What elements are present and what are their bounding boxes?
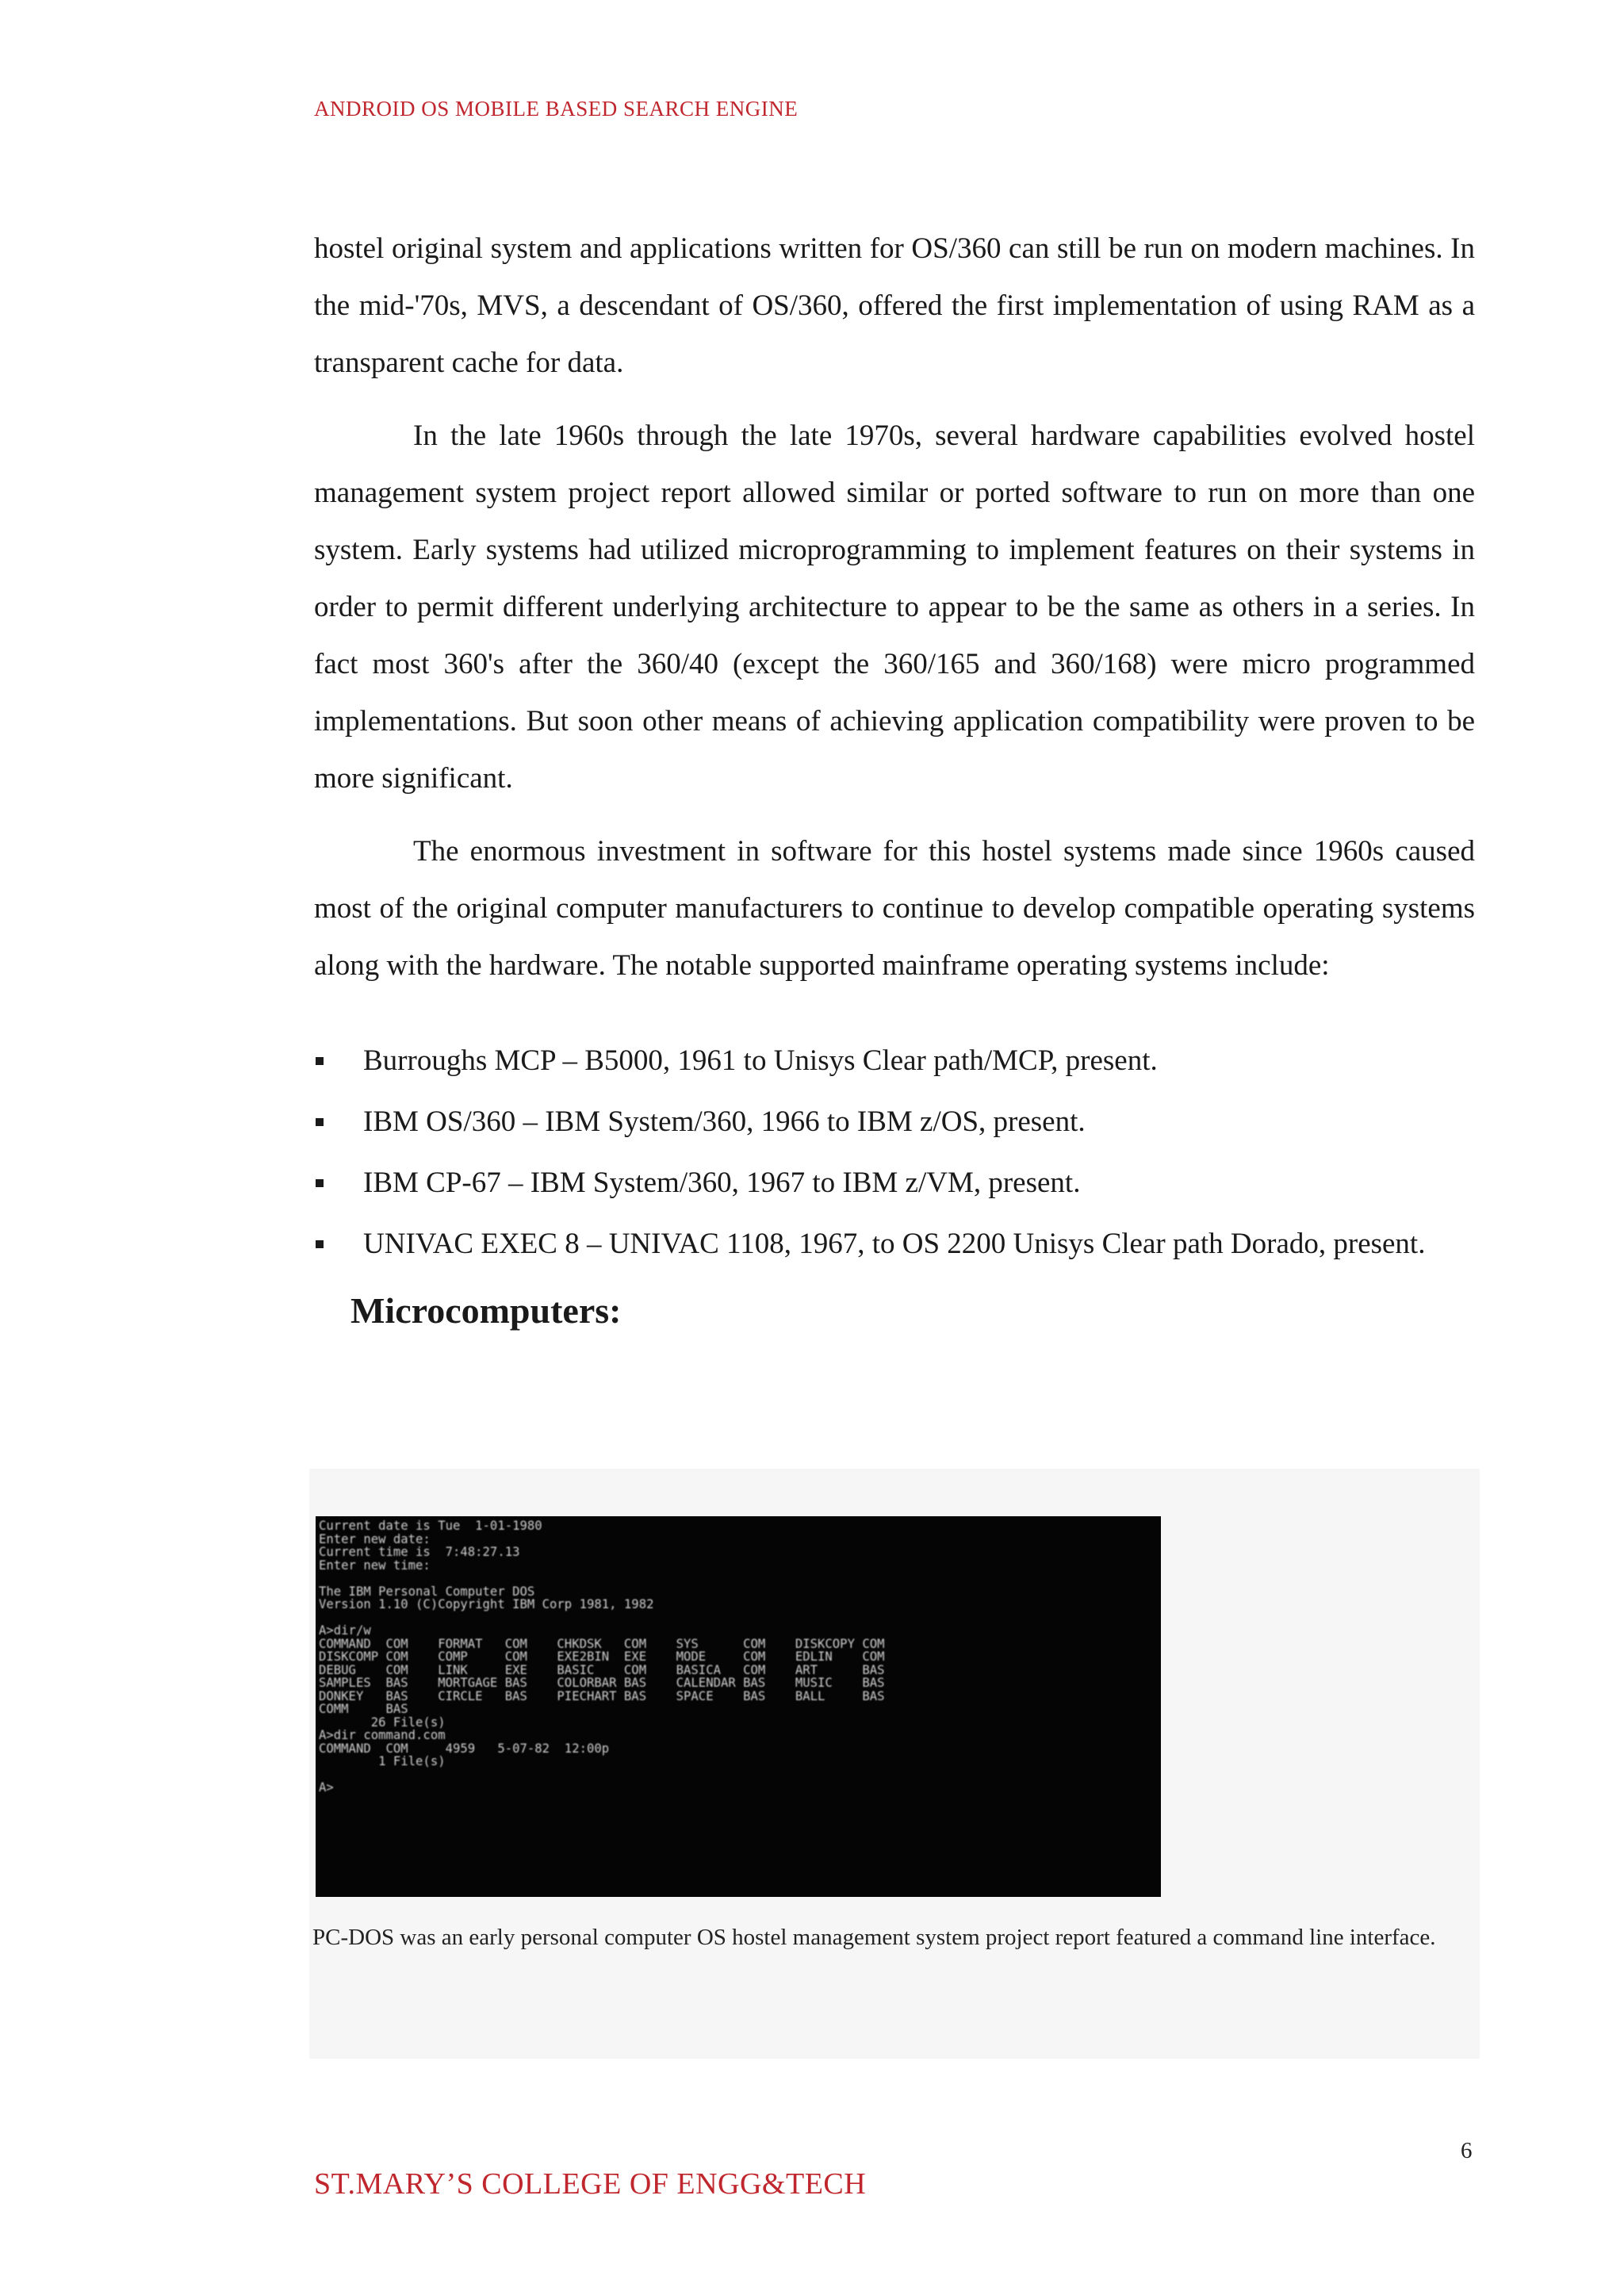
section-heading: Microcomputers: — [350, 1290, 622, 1331]
paragraph-3: The enormous investment in software for this hostel systems made since 1960s caused most of the original computer manufacturers to continue to develop compatible operating systems along with the hardware. The notable supported mainframe operating systems include: — [314, 835, 1475, 982]
list-item-text: IBM CP-67 – IBM System/360, 1967 to IBM z/VM, present. — [363, 1167, 1081, 1199]
running-footer: ST.MARY’S COLLEGE OF ENGG&TECH — [314, 2167, 867, 2201]
list-item — [314, 1155, 1475, 1211]
running-header: ANDROID OS MOBILE BASED SEARCH ENGINE — [314, 97, 799, 121]
square-bullet-icon — [316, 1057, 324, 1065]
square-bullet-icon — [316, 1179, 324, 1187]
square-bullet-icon — [316, 1240, 324, 1248]
figure-caption: PC-DOS was an early personal computer OS hostel management system project report featured a command line interface. — [312, 1925, 1436, 1950]
terminal-output: Current date is Tue 1-01-1980 Enter new date: Current time is 7:48:27.13 Enter new time: The IBM Personal Computer DOS Version 1.10 (C)Copyright IBM Corp 1981, 1982 A>dir/w COMMAND COM FORMAT COM CHKDSK COM SYS COM DISKCOPY COM DISKCOMP COM COMP COM EXE2BIN EXE MODE COM EDLIN COM DEBUG COM LINK EXE BASIC COM BASICA COM ART BAS SAMPLES BAS MORTGAGE BAS COLORBAR BAS CALENDAR BAS MUSIC BAS DONKEY BAS CIRCLE BAS PIECHART BAS SPACE BAS BALL BAS COMM BAS 26 File(s) A>dir command.com COMMAND COM 4959 5-07-82 12:00p 1 File(s) A> — [319, 1519, 885, 1795]
main-content — [314, 220, 1475, 1339]
page-number: 6 — [1461, 2138, 1473, 2163]
list-item — [314, 1094, 1475, 1150]
paragraph-2: In the late 1960s through the late 1970s, several hardware capabilities evolved hostel management system project report allowed similar or ported software to run on more than one system. Early systems had utilized microprogramming to implement features on their systems in order to permit different underlying architecture to appear to be the same as others in a series. In fact most 360's after the 360/40 (except the 360/165 and 360/168) were micro programmed implementations. But soon other means of achieving application compatibility were proven to be more significant. — [314, 420, 1475, 795]
square-bullet-icon — [316, 1118, 324, 1126]
list-item-text: IBM OS/360 – IBM System/360, 1966 to IBM z/OS, present. — [363, 1105, 1086, 1138]
mainframe-os-list — [314, 1033, 1475, 1272]
list-item — [314, 1216, 1475, 1272]
list-item — [314, 1033, 1475, 1089]
list-item-text: Burroughs MCP – B5000, 1961 to Unisys Clear path/MCP, present. — [363, 1044, 1158, 1077]
paragraph-1: hostel original system and applications written for OS/360 can still be run on modern machines. In the mid-'70s, MVS, a descendant of OS/360, offered the first implementation of using RAM as a transparent cache for data. — [314, 232, 1475, 379]
figure-pcdos — [309, 1469, 1480, 2059]
terminal-screenshot — [316, 1516, 1161, 1897]
list-item-text: UNIVAC EXEC 8 – UNIVAC 1108, 1967, to OS 2200 Unisys Clear path Dorado, present. — [363, 1228, 1426, 1260]
